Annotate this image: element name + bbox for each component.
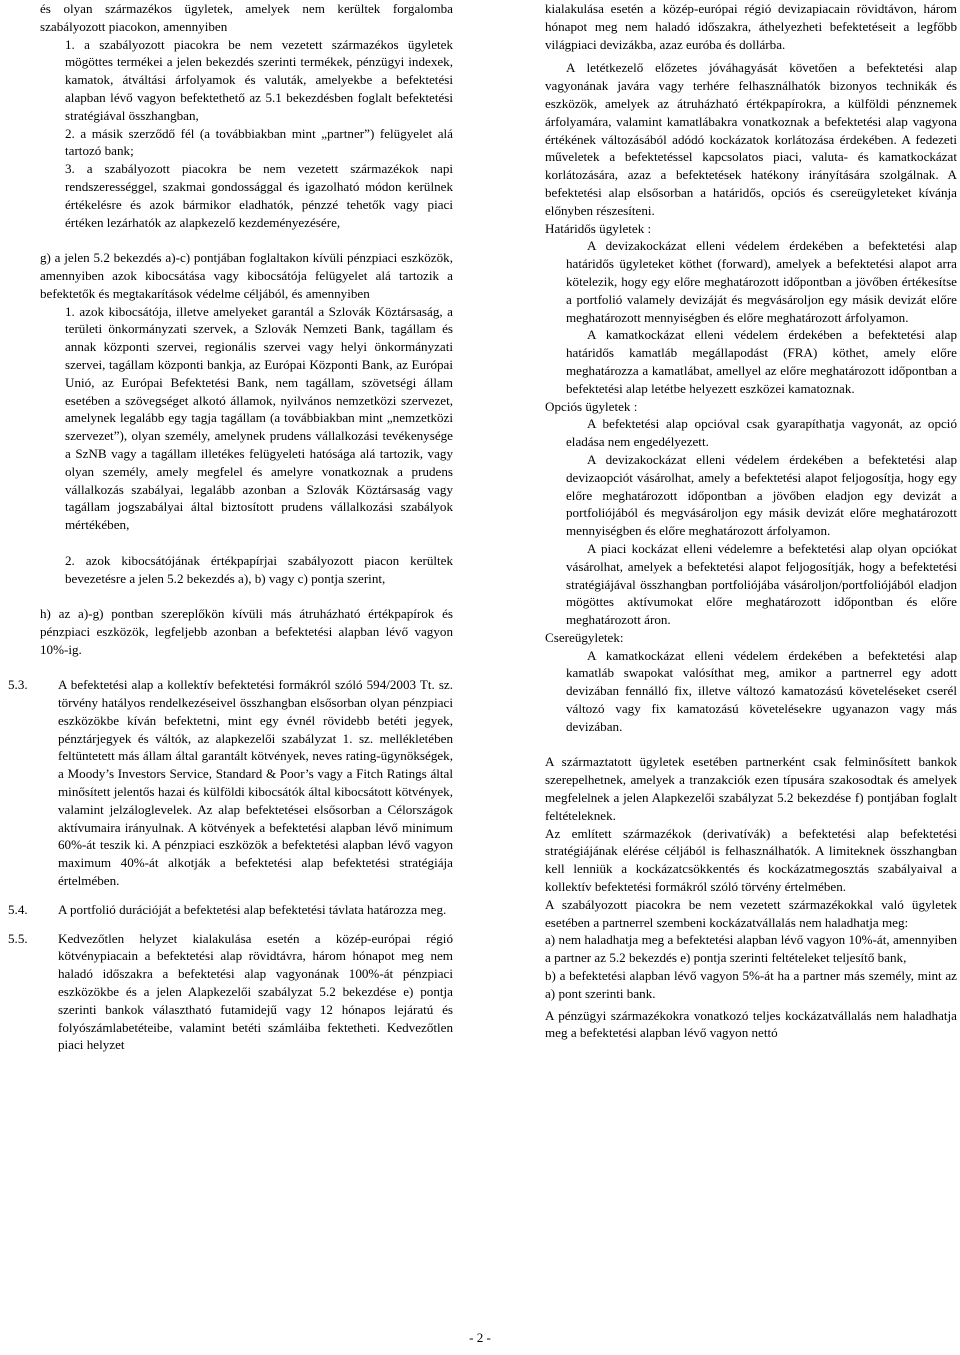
section-number: 5.4. xyxy=(8,901,28,917)
paragraph-total-exposure: A pénzügyi származékokra vonatkozó teljes kockázatvállalás nem haladhatja meg a befektetési alapban lévő vagyon nettó xyxy=(545,1007,957,1041)
point-h: h) az a)-g) pontban szereplőkön kívüli más átruházható értékpapírok és pénzpiaci eszközök, legfeljebb azonban a befektetési alapban lévő vagyon 10%-ig. xyxy=(40,606,453,657)
point-g-1: 1. azok kibocsátója, illetve amelyeket garantál a Szlovák Köztársaság, a területi önkormányzati szervek, a Szlovák Nemzeti Bank, tagállam és annak központi szervei, regionális szervei vagy helyi önkormányzati szervei, tagállam központi bankja, az Európai Központi Bank, az Európai Unió, az Európai Befektetési Bank, nem tagállam, szövetségi állam esetében a szövegséget alkotó államok, nyilvános nemzetközi szervezet, amelynek legalább egy tagja tagállam (a továbbiakban mint „nemzetközi szervezet”), olyan személy, amelynek prudens vállalkozási tevékenysége a SzNB vagy a tagállam illetékes felügyeleti hatósága alá tartozik, vagy olyan személy, amely megfelel és amelyre vonatkoznak a prudens vállalkozás szabályai, legalább azonban a Szlovák Köztársaság vagy tagállam jogszabályai által biztosított prudens vállalkozási szabályok mértékében, xyxy=(65,303,453,533)
forward-fx: A devizakockázat elleni védelem érdekében a befektetési alap határidős ügyleteket köthet (forward), amelyek a befektetési alapot arra kötelezik, hogy egy előre meghatározott időpontban a jövőben értékesítse a portfolió valamely devizáját és megvásároljon egy másik devizát előre meghatározott mennyiségben és előre meghatározott árfolyamon. xyxy=(566,238,957,325)
condition-2: 2. a másik szerződő fél (a továbbiakban mint „partner”) felügyelet alá tartozó bank; xyxy=(65,125,453,159)
right-column xyxy=(545,0,957,1042)
heading-swaps: Csereügyletek: xyxy=(545,629,624,645)
options-2: A devizakockázat elleni védelem érdekében a befektetési alap devizaopciót vásárolhat, amely a befektetési alapot feljogosítja, hogy egy előre meghatározott időpontban a jövőben eladjon egy devizát a portfoliójából és megvásároljon egy másik devizát előre meghatározott mennyiségben és előre meghatározott árfolyamon. xyxy=(566,451,957,539)
condition-1: 1. a szabályozott piacokra be nem vezetett származékos ügyletek mögöttes termékei a jelen bekezdés szerinti termékek, pénzügyi indexek, kamatok, átváltási árfolyamok és valuták, amelyekbe a befektetési alapban lévő vagyon befektethető az 5.1 bekezdésben foglalt befektetési stratégiával összhangban, xyxy=(65,36,453,123)
paragraph-derivatives: Az említett származékok (derivatívák) a befektetési alap befektetési stratégiájának elérése céljából is felhasználhatók. A limiteknek összhangban kell lenniük a kockázatcsökkentés és kockázatmegosztás szabályaival a kollektív befektetési formákról szóló törvény értelmében. xyxy=(545,825,957,895)
paragraph-exposure: A szabályozott piacokra be nem vezetett származékokkal való ügyletek esetében a partnerrel szembeni kockázatvállalás nem haladhatja meg: xyxy=(545,896,957,930)
paragraph-techniques: A letétkezelő előzetes jóváhagyását követően a befektetési alap vagyonának javára vagy terhére felhasználhatók bizonyos technikák és eszközök, amelyek az átruházható értékpapírokra, a külföldi pénznemek árfolyamára, valamint kamatlábakra vonatkoznak a befektetési alap vagyona értékének változásából adódó kockázatok korlátozása érdekében. A fedezeti műveletek a befektetéssel kapcsolatos piaci, valuta- és kamatkockázat korlátozására, azaz a befektetések hatékony irányítására szolgálnak. A befektetési alap elsősorban a határidős, opciós és csereügyleteket kívánja előnyben részesíteni. xyxy=(545,60,957,218)
point-g: g) a jelen 5.2 bekezdés a)-c) pontjában foglaltakon kívüli pénzpiaci eszközök, amennyiben azok kibocsátása vagy kibocsátója felügyelet alá tartozik a befektetők és megtakarítások védelme céljából, és amennyiben xyxy=(40,250,453,301)
options-1: A befektetési alap opcióval csak gyarapíthatja vagyonát, az opció eladása nem engedélyezett. xyxy=(566,416,957,450)
section-text: A befektetési alap a kollektív befektetési formákról szóló 594/2003 Tt. sz. törvény hatályos rendelkezéseivel összhangban elsősorban olyan pénzpiaci eszközökbe kíván befektetni, mint egy évnél rövidebb betéti jegyek, pénztárjegyek és váltók, az alapkezelői szabályzat 1. sz. mellékletében feltüntetett más állam által garantált kötvények, neves rating-ügynökségek, a Moody’s Investors Service, Standard & Poor’s vagy a Fitch Ratings által minősített jelentős hazai és külföldi kibocsátók által kibocsátott kötvények, valamint jelzáloglevelek. Az alap befektetései elsősorban a Célországok aktívumaira irányulnak. A kötvények a befektetési alapban lévő minimum 60%-át teszik ki. A pénzpiaci eszközök a befektetési alapban lévő vagyon maximum 40%-át alkotják a befektetési alap befektetési stratégiája értelmében. xyxy=(58,677,453,889)
options-3: A piaci kockázat elleni védelemre a befektetési alap olyan opciókat vásárolhat, amelyek a befektetési alapot feljogosítják, hogy a befektetési stratégiájával összhangban portfoliójába vásároljon/portfoliójából eladjon mögöttes aktívumokat előre meghatározott időpontban és előre meghatározott áron. xyxy=(566,540,957,628)
section-number: 5.5. xyxy=(8,930,28,946)
section-text: Kedvezőtlen helyzet kialakulása esetén a közép-európai régió kötvénypiacain a befektetési alap rövidtávra, három hónapot meg nem haladó időszakra a befektetési alap vagyonának 100%-át pénzpiaci eszközökbe és a jelen Alapkezelői szabályzat 5.2 bekezdése e) pontja szerinti bankok választható futamidejű vagy 12 hónapos lejáratú és folyószámlabetéteibe, valamint betéti számláiba fektetheti. Kedvezőtlen piaci helyzet xyxy=(58,930,453,1053)
swaps-1: A kamatkockázat elleni védelem érdekében a befektetési alap kamatláb swapokat valósíthat meg, amikor a partnerrel egy adott devizában fennálló fix, illetve változó kamatozású követeléseket cserél változó vagy fix kamatozású követelésekre ugyanazon vagy más devizában. xyxy=(566,647,957,734)
intro-paragraph: és olyan származékos ügyletek, amelyek nem kerültek forgalomba szabályozott piacokon, amennyiben xyxy=(40,1,453,34)
exposure-a: a) nem haladhatja meg a befektetési alapban lévő vagyon 10%-át, amennyiben a partner az 5.2 bekezdés e) pontja szerinti feltételeket teljesítő bank, xyxy=(545,932,957,966)
section-number: 5.3. xyxy=(8,677,28,693)
condition-3: 3. a szabályozott piacokra be nem vezetett származékok napi rendszerességgel, szakmai gondossággal és igazolható módon kerülnek értékelésre és azok bármikor eladhatók, pénzzé tehetők vagy piaci értéken lezárhatók az alapkezelő kezdeményezésére, xyxy=(65,161,453,230)
section-5-3 xyxy=(8,676,453,890)
page-number: - 2 - xyxy=(469,1330,491,1345)
heading-options: Opciós ügyletek : xyxy=(545,398,638,414)
left-column xyxy=(8,0,453,1054)
point-g-2: 2. azok kibocsátójának értékpapírjai szabályozott piacon kerültek bevezetésre a jelen 5.2 bekezdés a), b) vagy c) pontja szerint, xyxy=(65,552,453,586)
paragraph-counterparty: A származtatott ügyletek esetében partnerként csak felminősített bankok szerepelhetnek, amelyek a tranzakciók ezen típusára szakosodtak és amelyek megfelelnek a jelen Alapkezelői szabályzat 5.2 bekezdése f) pontjában foglalt feltételeknek. xyxy=(545,754,957,823)
paragraph-continuation: kialakulása esetén a közép-európai régió devizapiacain rövidtávon, három hónapot meg nem haladó időszakra, áthelyezheti befektetéseit a legfőbb világpiaci devizákba, azaz euróba és dollárba. xyxy=(545,1,957,52)
exposure-b: b) a befektetési alapban lévő vagyon 5%-át ha a partner más személy, mint az a) pont szerinti bank. xyxy=(545,968,957,1001)
section-5-5 xyxy=(8,930,453,1055)
section-5-4 xyxy=(8,901,453,919)
heading-forward: Határidős ügyletek : xyxy=(545,220,652,236)
section-text: A portfolió durációját a befektetési alap befektetési távlata határozza meg. xyxy=(58,901,447,917)
forward-fra: A kamatkockázat elleni védelem érdekében a befektetési alap határidős kamatláb megállapodást (FRA) köthet, amely előre meghatározza a kamatlábat, amellyel az előre meghatározott időpontban a befektetési alap letétbe helyezett eszközei kamatoznak. xyxy=(566,327,957,396)
